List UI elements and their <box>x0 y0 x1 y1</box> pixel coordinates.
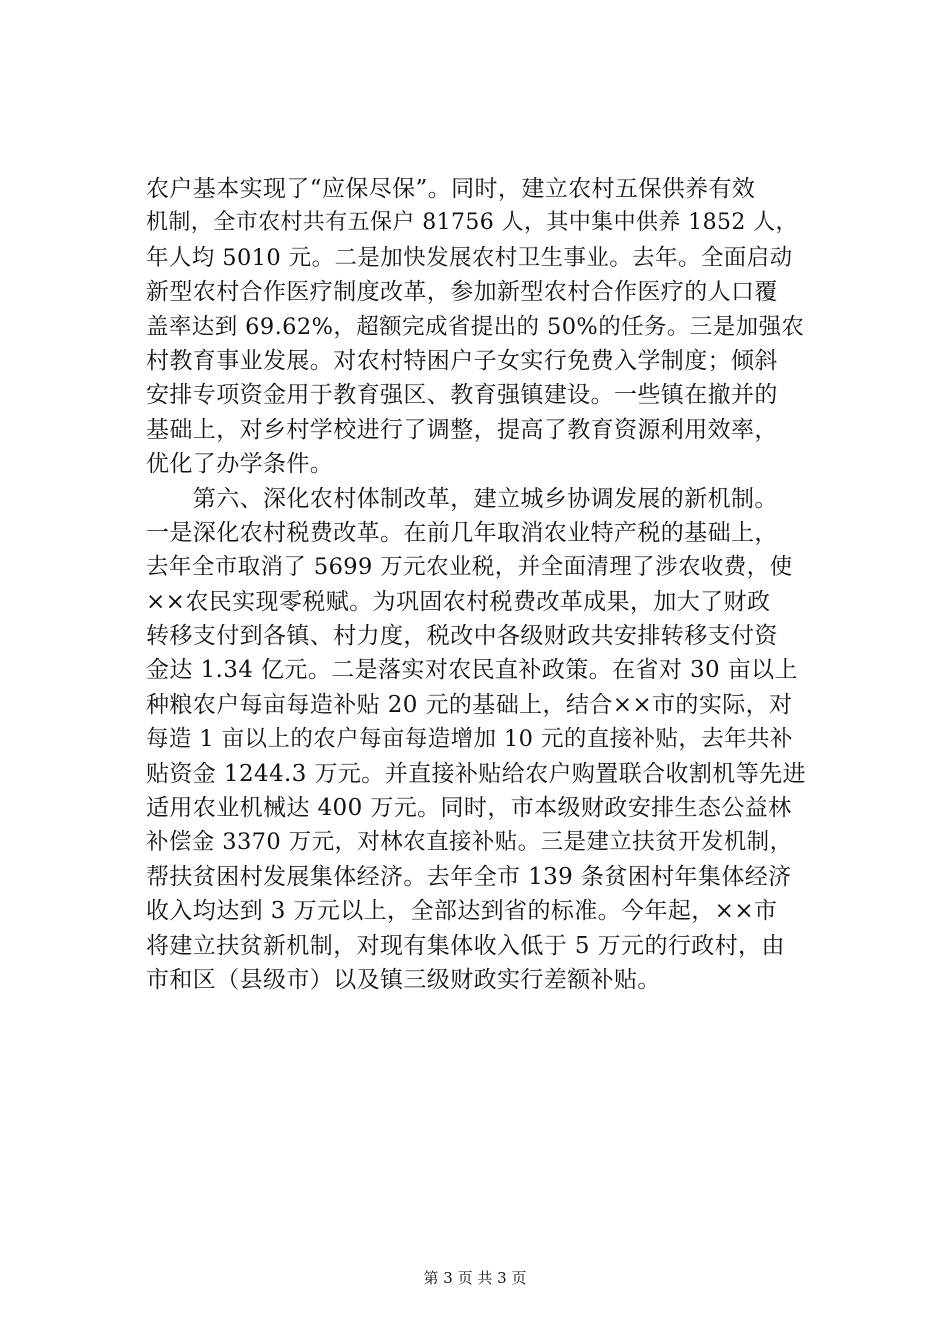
text-line: 一是深化农村税费改革。在前几年取消农业特产税的基础上， <box>146 519 778 546</box>
text-line: ××农民实现零税赋。为巩固农村税费改革成果，加大了财政 <box>146 588 771 615</box>
document-body <box>146 172 806 997</box>
text-line: 盖率达到 69.62%，超额完成省提出的 50%的任务。三是加强农 <box>146 313 805 340</box>
text-line: 贴资金 1244.3 万元。并直接补贴给农户购置联合收割机等先进 <box>146 760 806 787</box>
text-line: 适用农业机械达 400 万元。同时，市本级财政安排生态公益林 <box>146 795 792 822</box>
text-line: 安排专项资金用于教育强区、教育强镇建设。一些镇在撤并的 <box>146 382 778 409</box>
text-line: 机制，全市农村共有五保户 81756 人，其中集中供养 1852 人， <box>146 210 798 236</box>
text-line: 补偿金 3370 万元，对林农直接补贴。三是建立扶贫开发机制， <box>146 829 793 856</box>
paragraph-start-line: 第六、深化农村体制改革，建立城乡协调发展的新机制。 <box>146 485 778 512</box>
text-line: 新型农村合作医疗制度改革，参加新型农村合作医疗的人口覆 <box>146 279 778 306</box>
text-line: 转移支付到各镇、村力度，税改中各级财政共安排转移支付资 <box>146 623 778 650</box>
text-line: 每造 1 亩以上的农户每亩每造增加 10 元的直接补贴，去年共补 <box>146 726 793 753</box>
text-line: 年人均 5010 元。二是加快发展农村卫生事业。去年。全面启动 <box>146 244 793 271</box>
page-number-label: 第 3 页 共 3 页 <box>423 1269 527 1287</box>
text-line: 收入均达到 3 万元以上，全部达到省的标准。今年起，××市 <box>146 898 778 925</box>
text-line: 金达 1.34 亿元。二是落实对农民直补政策。在省对 30 亩以上 <box>146 657 798 684</box>
text-line: 优化了办学条件。 <box>146 451 334 478</box>
text-line: 农户基本实现了“应保尽保”。同时，建立农村五保供养有效 <box>146 176 756 202</box>
text-line: 基础上，对乡村学校进行了调整，提高了教育资源利用效率， <box>146 416 778 443</box>
text-line: 种粮农户每亩每造补贴 20 元的基础上，结合××市的实际，对 <box>146 691 793 718</box>
text-line: 将建立扶贫新机制，对现有集体收入低于 5 万元的行政村，由 <box>146 932 785 959</box>
text-line: 村教育事业发展。对农村特困户子女实行免费入学制度；倾斜 <box>146 347 778 374</box>
page-footer <box>0 1268 950 1288</box>
text-line: 去年全市取消了 5699 万元农业税，并全面清理了涉农收费，使 <box>146 554 793 581</box>
text-line: 帮扶贫困村发展集体经济。去年全市 139 条贫困村年集体经济 <box>146 863 792 890</box>
text-line: 市和区（县级市）以及镇三级财政实行差额补贴。 <box>146 966 661 993</box>
